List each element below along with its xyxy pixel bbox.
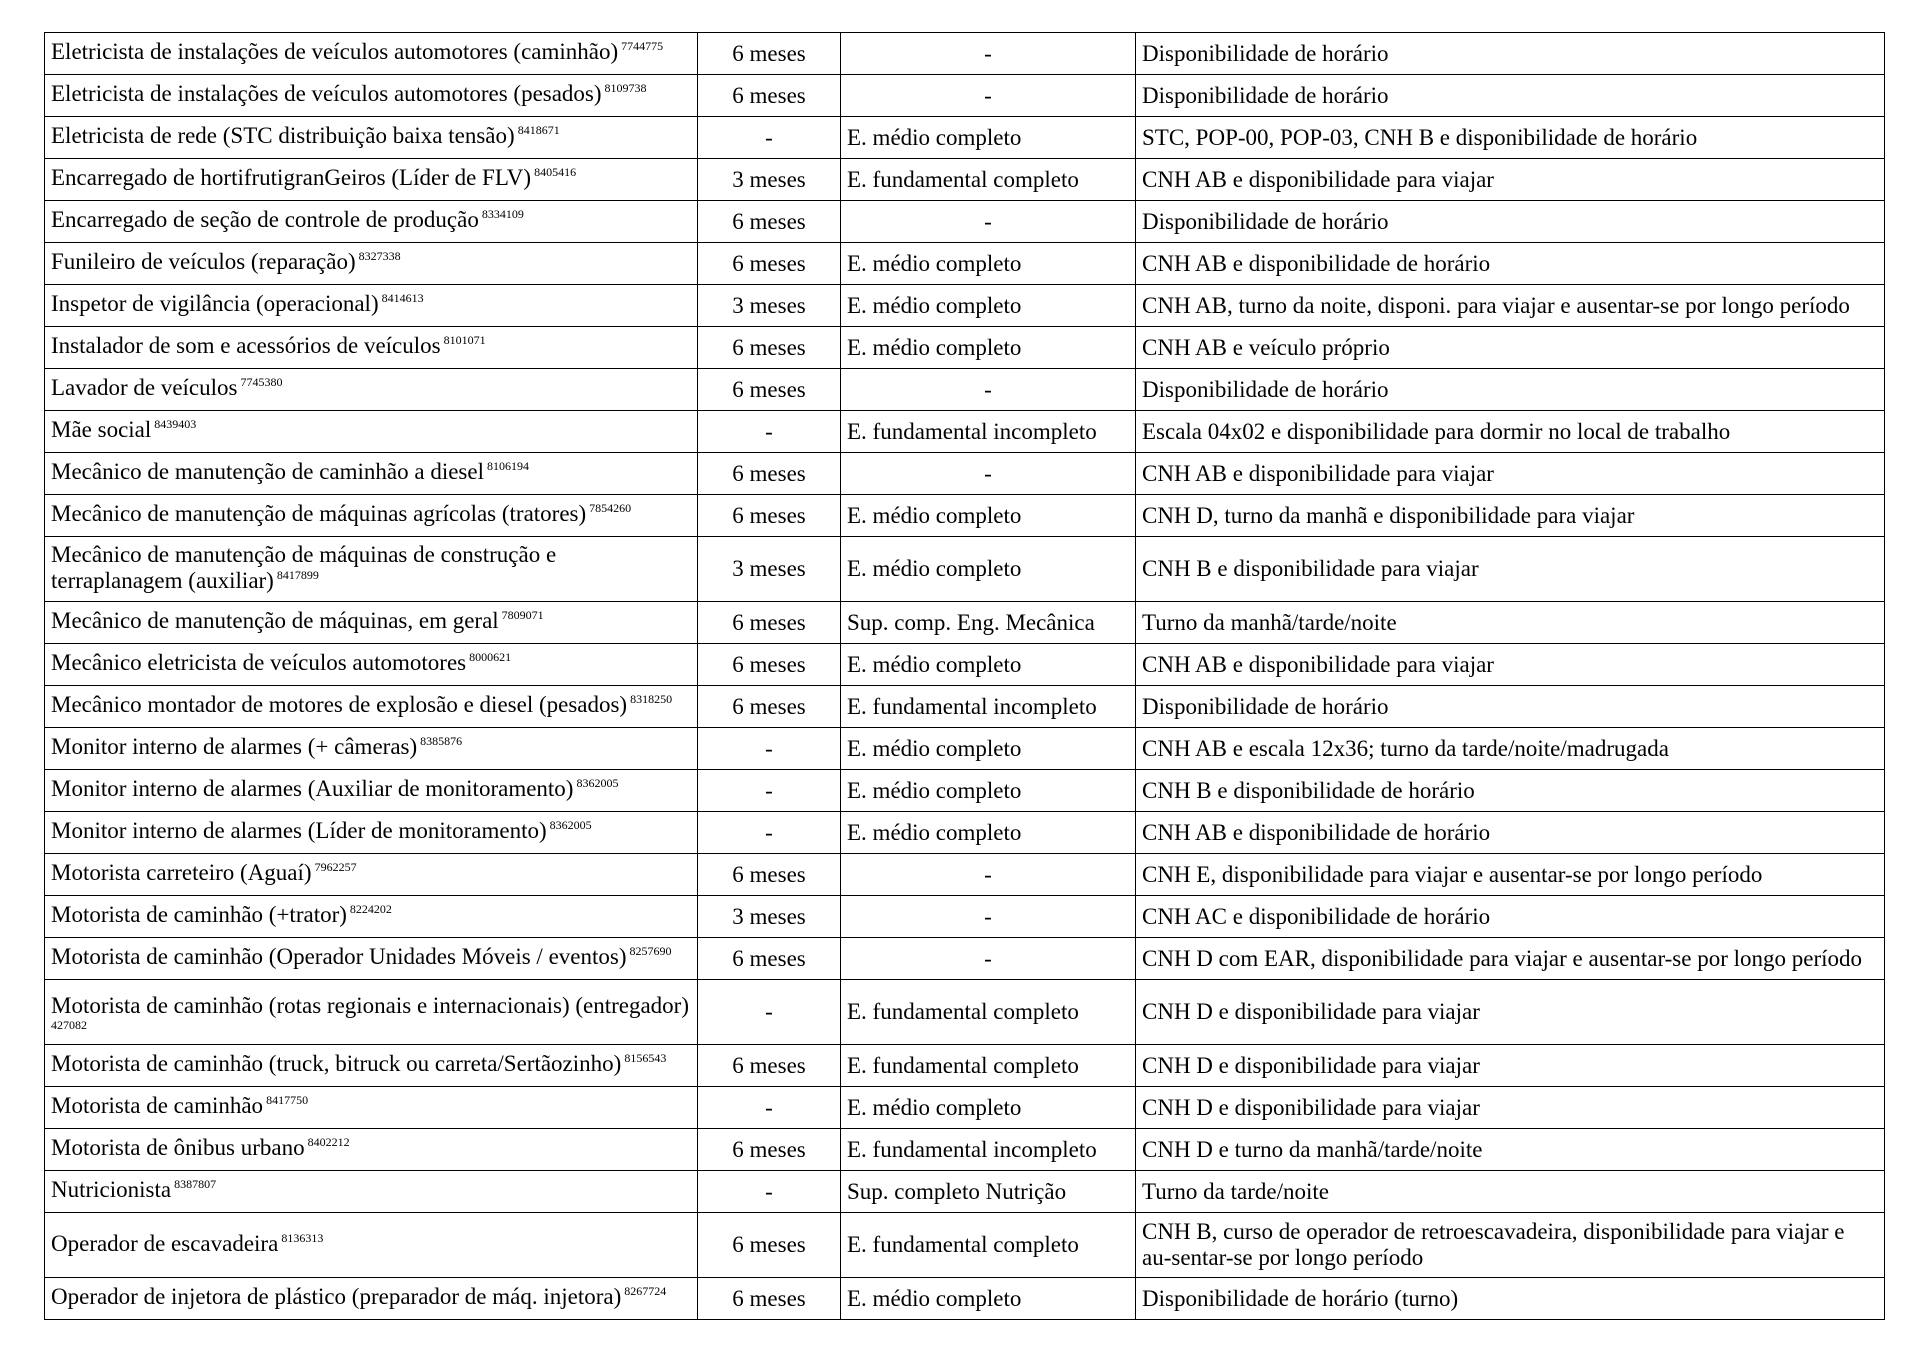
table-row (45, 369, 1885, 411)
education-cell: - (841, 854, 1136, 896)
job-title-cell (45, 854, 698, 896)
experience-time-cell: 6 meses (698, 938, 841, 980)
job-code: 8387807 (174, 1177, 217, 1191)
table-row (45, 1045, 1885, 1087)
job-title-cell (45, 1171, 698, 1213)
experience-time-cell: - (698, 1171, 841, 1213)
table-row (45, 980, 1885, 1045)
requirements-cell: CNH B e disponibilidade para viajar (1136, 537, 1885, 602)
job-title: Motorista de ônibus urbano (51, 1135, 305, 1160)
job-code: 8417899 (276, 567, 319, 582)
table-row (45, 453, 1885, 495)
job-title: Motorista de caminhão (51, 1093, 264, 1118)
job-openings-table (44, 32, 1885, 1320)
education-cell: E. médio completo (841, 728, 1136, 770)
job-title-cell (45, 770, 698, 812)
job-code: 8101071 (443, 333, 486, 347)
requirements-cell: CNH B e disponibilidade de horário (1136, 770, 1885, 812)
job-title-cell (45, 1278, 698, 1320)
job-code: 8318250 (630, 692, 673, 706)
table-row (45, 602, 1885, 644)
job-code: 8136313 (281, 1230, 324, 1245)
education-cell: E. fundamental incompleto (841, 411, 1136, 453)
table-row (45, 1278, 1885, 1320)
table-row (45, 117, 1885, 159)
experience-time-cell: 6 meses (698, 201, 841, 243)
table-row (45, 728, 1885, 770)
job-code: 8418671 (517, 123, 560, 137)
job-title: Mecânico de manutenção de máquinas de construção e terraplanagem (auxiliar) (51, 541, 557, 593)
job-title-cell (45, 602, 698, 644)
job-title: Operador de injetora de plástico (preparador de máq. injetora) (51, 1284, 622, 1309)
job-title-cell (45, 369, 698, 411)
education-cell: E. fundamental completo (841, 1045, 1136, 1087)
job-title: Monitor interno de alarmes (+ câmeras) (51, 734, 418, 759)
job-code: 8405416 (534, 165, 577, 179)
job-code: 8385876 (420, 734, 463, 748)
table-row (45, 159, 1885, 201)
job-title-cell (45, 1045, 698, 1087)
job-title-cell (45, 644, 698, 686)
requirements-cell: CNH D e turno da manhã/tarde/noite (1136, 1129, 1885, 1171)
experience-time-cell: 6 meses (698, 854, 841, 896)
table-row (45, 201, 1885, 243)
job-title: Mecânico de manutenção de caminhão a diesel (51, 459, 484, 484)
experience-time-cell: 6 meses (698, 1278, 841, 1320)
requirements-cell: Turno da tarde/noite (1136, 1171, 1885, 1213)
requirements-cell: Disponibilidade de horário (1136, 686, 1885, 728)
experience-time-cell: - (698, 411, 841, 453)
job-title: Lavador de veículos (51, 375, 238, 400)
job-code: 8000621 (469, 650, 512, 664)
requirements-cell: Disponibilidade de horário (1136, 75, 1885, 117)
education-cell: - (841, 896, 1136, 938)
job-code: 8267724 (624, 1284, 667, 1298)
job-title: Eletricista de rede (STC distribuição baixa tensão) (51, 123, 515, 148)
job-code: 8402212 (307, 1135, 350, 1149)
requirements-cell: CNH AB e veículo próprio (1136, 327, 1885, 369)
experience-time-cell: 6 meses (698, 495, 841, 537)
job-code: 7745380 (240, 375, 283, 389)
job-title: Encarregado de hortifrutigranGeiros (Líder de FLV) (51, 165, 532, 190)
job-code: 8417750 (266, 1093, 309, 1107)
requirements-cell: CNH D e disponibilidade para viajar (1136, 1045, 1885, 1087)
job-title: Mecânico eletricista de veículos automotores (51, 650, 467, 675)
job-title-cell (45, 938, 698, 980)
table-row (45, 1213, 1885, 1278)
job-title-cell (45, 812, 698, 854)
education-cell: E. médio completo (841, 644, 1136, 686)
education-cell: E. médio completo (841, 1087, 1136, 1129)
education-cell: E. fundamental completo (841, 980, 1136, 1045)
education-cell: - (841, 201, 1136, 243)
table-row (45, 327, 1885, 369)
job-code: 8257690 (629, 944, 672, 958)
job-title-cell (45, 33, 698, 75)
education-cell: E. fundamental incompleto (841, 686, 1136, 728)
requirements-cell: CNH AB, turno da noite, disponi. para viajar e ausentar-se por longo período (1136, 285, 1885, 327)
experience-time-cell: - (698, 728, 841, 770)
table-row (45, 896, 1885, 938)
job-code: 8334109 (481, 207, 524, 221)
experience-time-cell: 6 meses (698, 686, 841, 728)
job-title-cell (45, 686, 698, 728)
job-title-cell (45, 728, 698, 770)
experience-time-cell: 6 meses (698, 327, 841, 369)
education-cell: - (841, 453, 1136, 495)
requirements-cell: CNH AB e disponibilidade de horário (1136, 812, 1885, 854)
job-title: Motorista de caminhão (truck, bitruck ou carreta/Sertãozinho) (51, 1051, 622, 1076)
experience-time-cell: - (698, 117, 841, 159)
job-title-cell (45, 117, 698, 159)
requirements-cell: CNH AB e escala 12x36; turno da tarde/noite/madrugada (1136, 728, 1885, 770)
requirements-cell: Turno da manhã/tarde/noite (1136, 602, 1885, 644)
job-code: 7744775 (621, 39, 664, 53)
job-code: 7962257 (314, 860, 357, 874)
education-cell: E. médio completo (841, 117, 1136, 159)
job-title-cell (45, 537, 698, 602)
job-title: Eletricista de instalações de veículos automotores (pesados) (51, 81, 602, 106)
table-row (45, 854, 1885, 896)
requirements-cell: CNH AC e disponibilidade de horário (1136, 896, 1885, 938)
job-title: Monitor interno de alarmes (Líder de monitoramento) (51, 818, 547, 843)
experience-time-cell: 6 meses (698, 602, 841, 644)
job-code: 8439403 (154, 417, 197, 431)
education-cell: E. médio completo (841, 537, 1136, 602)
job-code: 7854260 (589, 501, 632, 515)
education-cell: E. médio completo (841, 812, 1136, 854)
experience-time-cell: - (698, 1087, 841, 1129)
job-code: 8109738 (604, 81, 647, 95)
requirements-cell: Disponibilidade de horário (1136, 33, 1885, 75)
job-code: 8362005 (576, 776, 619, 790)
table-row (45, 75, 1885, 117)
table-row (45, 812, 1885, 854)
requirements-cell: CNH D com EAR, disponibilidade para viajar e ausentar-se por longo período (1136, 938, 1885, 980)
education-cell: E. médio completo (841, 243, 1136, 285)
job-code: 8414613 (381, 291, 424, 305)
education-cell: - (841, 75, 1136, 117)
job-title-cell (45, 201, 698, 243)
job-title-cell (45, 285, 698, 327)
experience-time-cell: 6 meses (698, 243, 841, 285)
job-title: Inspetor de vigilância (operacional) (51, 291, 379, 316)
requirements-cell: CNH E, disponibilidade para viajar e ausentar-se por longo período (1136, 854, 1885, 896)
job-code: 427082 (51, 1018, 87, 1032)
job-title: Mecânico de manutenção de máquinas agrícolas (tratores) (51, 501, 587, 526)
table-body (45, 33, 1885, 1320)
experience-time-cell: 3 meses (698, 896, 841, 938)
job-title: Mãe social (51, 417, 152, 442)
requirements-cell: CNH AB e disponibilidade para viajar (1136, 453, 1885, 495)
table-row (45, 938, 1885, 980)
education-cell: E. médio completo (841, 285, 1136, 327)
job-title-cell (45, 327, 698, 369)
job-title: Monitor interno de alarmes (Auxiliar de monitoramento) (51, 776, 574, 801)
table-row (45, 285, 1885, 327)
job-title: Motorista carreteiro (Aguaí) (51, 860, 312, 885)
education-cell: E. fundamental completo (841, 1213, 1136, 1278)
requirements-cell: Disponibilidade de horário (turno) (1136, 1278, 1885, 1320)
job-title-cell (45, 75, 698, 117)
job-title-cell (45, 896, 698, 938)
experience-time-cell: 3 meses (698, 285, 841, 327)
job-title: Funileiro de veículos (reparação) (51, 249, 356, 274)
job-title: Motorista de caminhão (+trator) (51, 902, 347, 927)
job-title: Mecânico montador de motores de explosão e diesel (pesados) (51, 692, 628, 717)
job-title: Mecânico de manutenção de máquinas, em geral (51, 608, 499, 633)
experience-time-cell: - (698, 770, 841, 812)
requirements-cell: CNH D, turno da manhã e disponibilidade para viajar (1136, 495, 1885, 537)
experience-time-cell: 3 meses (698, 159, 841, 201)
requirements-cell: CNH D e disponibilidade para viajar (1136, 1087, 1885, 1129)
requirements-cell: Escala 04x02 e disponibilidade para dormir no local de trabalho (1136, 411, 1885, 453)
job-title-cell (45, 411, 698, 453)
job-title: Nutricionista (51, 1177, 172, 1202)
requirements-cell: CNH D e disponibilidade para viajar (1136, 980, 1885, 1045)
job-title: Encarregado de seção de controle de produção (51, 207, 479, 232)
job-code: 8327338 (358, 249, 401, 263)
job-title: Eletricista de instalações de veículos automotores (caminhão) (51, 39, 619, 64)
table-row (45, 1129, 1885, 1171)
job-title: Motorista de caminhão (rotas regionais e internacionais) (entregador) (51, 993, 690, 1018)
experience-time-cell: 6 meses (698, 369, 841, 411)
job-title-cell (45, 453, 698, 495)
education-cell: - (841, 369, 1136, 411)
requirements-cell: Disponibilidade de horário (1136, 201, 1885, 243)
requirements-cell: CNH B, curso de operador de retroescavadeira, disponibilidade para viajar e au-sentar-se por longo período (1136, 1213, 1885, 1278)
education-cell: E. médio completo (841, 1278, 1136, 1320)
job-title-cell (45, 1213, 698, 1278)
job-title: Instalador de som e acessórios de veículos (51, 333, 441, 358)
job-title-cell (45, 243, 698, 285)
experience-time-cell: 6 meses (698, 453, 841, 495)
experience-time-cell: - (698, 812, 841, 854)
education-cell: E. médio completo (841, 770, 1136, 812)
job-title: Motorista de caminhão (Operador Unidades Móveis / eventos) (51, 944, 627, 969)
experience-time-cell: - (698, 980, 841, 1045)
job-title-cell (45, 980, 698, 1045)
job-code: 8106194 (486, 459, 529, 473)
education-cell: - (841, 33, 1136, 75)
job-title-cell (45, 159, 698, 201)
education-cell: E. fundamental incompleto (841, 1129, 1136, 1171)
job-code: 7809071 (501, 608, 544, 622)
education-cell: Sup. completo Nutrição (841, 1171, 1136, 1213)
experience-time-cell: 6 meses (698, 1045, 841, 1087)
experience-time-cell: 6 meses (698, 644, 841, 686)
education-cell: - (841, 938, 1136, 980)
education-cell: E. médio completo (841, 327, 1136, 369)
requirements-cell: CNH AB e disponibilidade para viajar (1136, 159, 1885, 201)
table-row (45, 495, 1885, 537)
experience-time-cell: 6 meses (698, 1129, 841, 1171)
job-title-cell (45, 495, 698, 537)
table-row (45, 33, 1885, 75)
job-title: Operador de escavadeira (51, 1230, 279, 1256)
requirements-cell: STC, POP-00, POP-03, CNH B e disponibilidade de horário (1136, 117, 1885, 159)
table-row (45, 644, 1885, 686)
job-code: 8224202 (349, 902, 392, 916)
table-row (45, 1087, 1885, 1129)
education-cell: E. fundamental completo (841, 159, 1136, 201)
table-row (45, 243, 1885, 285)
experience-time-cell: 6 meses (698, 75, 841, 117)
experience-time-cell: 3 meses (698, 537, 841, 602)
requirements-cell: CNH AB e disponibilidade de horário (1136, 243, 1885, 285)
table-row (45, 686, 1885, 728)
requirements-cell: CNH AB e disponibilidade para viajar (1136, 644, 1885, 686)
table-row (45, 1171, 1885, 1213)
table-row (45, 770, 1885, 812)
table-row (45, 411, 1885, 453)
job-title-cell (45, 1087, 698, 1129)
job-code: 8362005 (549, 818, 592, 832)
table-row (45, 537, 1885, 602)
job-code: 8156543 (624, 1051, 667, 1065)
job-title-cell (45, 1129, 698, 1171)
education-cell: Sup. comp. Eng. Mecânica (841, 602, 1136, 644)
experience-time-cell: 6 meses (698, 33, 841, 75)
requirements-cell: Disponibilidade de horário (1136, 369, 1885, 411)
document-page (44, 32, 1884, 1320)
experience-time-cell: 6 meses (698, 1213, 841, 1278)
education-cell: E. médio completo (841, 495, 1136, 537)
